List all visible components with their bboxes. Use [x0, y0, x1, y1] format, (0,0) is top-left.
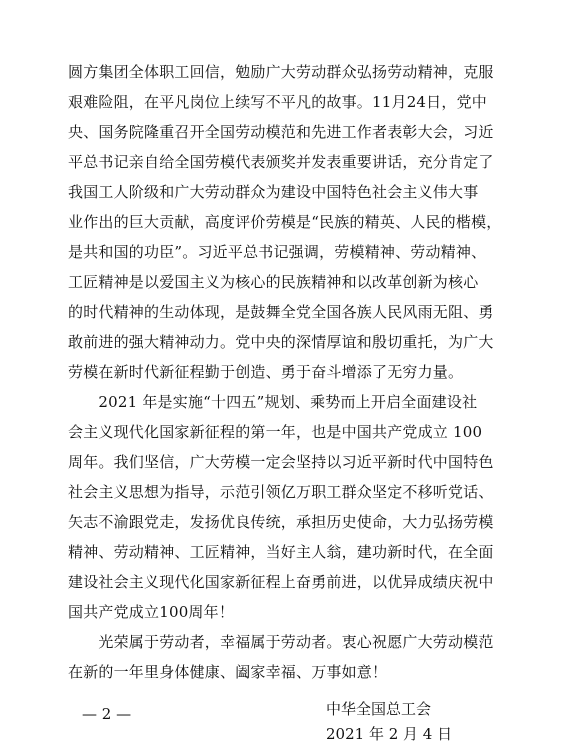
body-text-line-17: 精神、劳动精神、工匠精神，当好主人翁，建功新时代，在全面: [68, 543, 494, 561]
body-text-line-12: 2021 年是实施“十四五”规划、乘势而上开启全面建设社: [68, 393, 478, 411]
body-text-line-18: 建设社会主义现代化国家新征程上奋勇前进，以优异成绩庆祝中: [68, 573, 494, 591]
body-text-line-2: 艰难险阻，在平凡岗位上续写不平凡的故事。11月24日，党中: [68, 93, 487, 111]
body-text-line-9: 的时代精神的生动体现，是鼓舞全党全国各族人民风雨无阻、勇: [68, 303, 494, 321]
body-text-line-1: 圆方集团全体职工回信，勉励广大劳动群众弘扬劳动精神，克服: [68, 63, 494, 81]
body-text-line-6: 业作出的巨大贡献，高度评价劳模是“民族的精英、人民的楷模，: [68, 213, 502, 231]
body-text-line-3: 央、国务院隆重召开全国劳动模范和先进工作者表彰大会，习近: [68, 123, 494, 141]
body-text-line-7: 是共和国的功臣”。习近平总书记强调，劳模精神、劳动精神、: [68, 243, 487, 261]
page-number: — 2 —: [82, 705, 132, 723]
body-text-line-8: 工匠精神是以爱国主义为核心的民族精神和以改革创新为核心: [68, 273, 479, 291]
body-text-line-21: 在新的一年里身体健康、阖家幸福、万事如意！: [68, 663, 388, 681]
body-text-line-19: 国共产党成立100周年！: [68, 603, 235, 621]
body-text-line-4: 平总书记亲自给全国劳模代表颁奖并发表重要讲话，充分肯定了: [68, 153, 494, 171]
body-text-line-10: 敢前进的强大精神动力。党中央的深情厚谊和殷切重托，为广大: [68, 333, 494, 351]
body-text-line-20: 光荣属于劳动者，幸福属于劳动者。衷心祝愿广大劳动模范: [68, 633, 494, 651]
signature-organization: 中华全国总工会: [326, 700, 432, 718]
body-text-line-13: 会主义现代化国家新征程的第一年，也是中国共产党成立 100: [68, 423, 483, 441]
body-text-line-5: 我国工人阶级和广大劳动群众为建设中国特色社会主义伟大事: [68, 183, 479, 201]
body-text-line-14: 周年。我们坚信，广大劳模一定会坚持以习近平新时代中国特色: [68, 453, 494, 471]
body-text-line-11: 劳模在新时代新征程勤于创造、勇于奋斗增添了无穷力量。: [68, 363, 464, 381]
body-text-line-15: 社会主义思想为指导，示范引领亿万职工群众坚定不移听党话、: [68, 483, 494, 501]
signature-date: 2021 年 2 月 4 日: [326, 725, 453, 743]
body-text-line-16: 矢志不渝跟党走，发扬优良传统，承担历史使命，大力弘扬劳模: [68, 513, 494, 531]
